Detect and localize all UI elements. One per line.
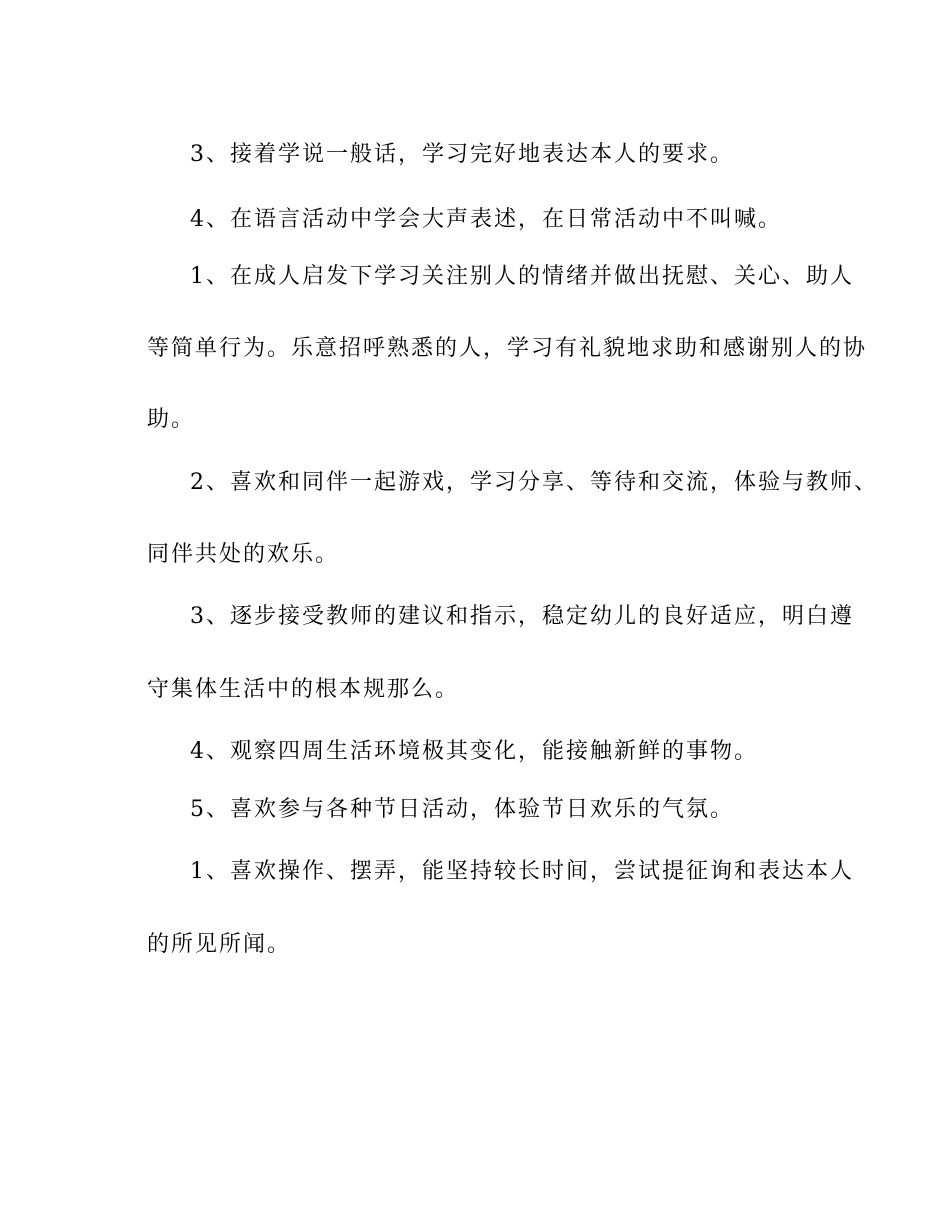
- paragraph-line: 等简单行为。乐意招呼熟悉的人，学习有礼貌地求助和感谢别人的协: [147, 336, 868, 361]
- paragraph-line: 3、接着学说一般话，学习完好地表达本人的要求。: [190, 142, 734, 167]
- paragraph-line: 4、观察四周生活环境极其变化，能接触新鲜的事物。: [190, 739, 758, 764]
- paragraph-line: 3、逐步接受教师的建议和指示，稳定幼儿的良好适应，明白遵: [190, 604, 854, 629]
- paragraph-line: 1、在成人启发下学习关注别人的情绪并做出抚慰、关心、助人: [190, 264, 854, 289]
- paragraph-line: 1、喜欢操作、摆弄，能坚持较长时间，尝试提征询和表达本人: [190, 859, 854, 884]
- paragraph-line: 的所见所闻。: [147, 932, 292, 957]
- paragraph-line: 助。: [147, 407, 196, 432]
- paragraph-line: 守集体生活中的根本规那么。: [147, 677, 460, 702]
- paragraph-line: 5、喜欢参与各种节日活动，体验节日欢乐的气氛。: [190, 797, 734, 822]
- paragraph-line: 2、喜欢和同伴一起游戏，学习分享、等待和交流，体验与教师、: [190, 470, 878, 495]
- paragraph-line: 同伴共处的欢乐。: [147, 542, 340, 567]
- paragraph-line: 4、在语言活动中学会大声表述，在日常活动中不叫喊。: [190, 207, 782, 232]
